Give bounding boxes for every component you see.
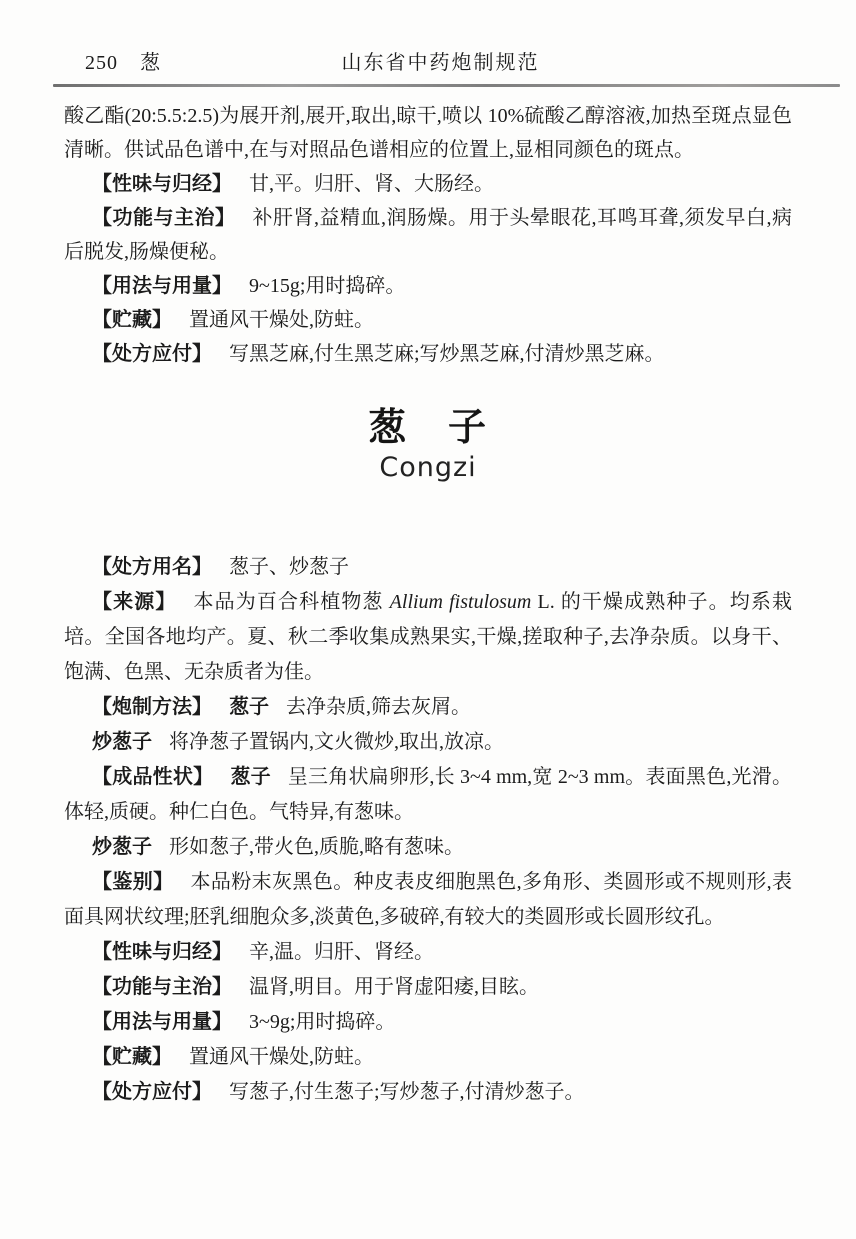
- paragraph: [64, 725, 792, 760]
- paragraph-text: 写葱子,付生葱子;写炒葱子,付清炒葱子。: [229, 1081, 585, 1103]
- paragraph: [64, 550, 792, 585]
- field-label: 【功能与主治】: [92, 976, 232, 998]
- book-title: 山东省中药炮制规范: [341, 52, 540, 74]
- paragraph: [64, 970, 792, 1005]
- page-number: 250: [85, 52, 118, 74]
- sub-item-name: 葱子: [230, 766, 271, 788]
- field-label: 【成品性状】: [92, 766, 214, 788]
- field-label: 【性味与归经】: [92, 941, 232, 963]
- field-label: 【贮藏】: [92, 309, 172, 331]
- field-label: 【处方应付】: [92, 343, 212, 365]
- paragraph-text: 去净杂质,筛去灰屑。: [286, 696, 471, 718]
- paragraph: [64, 1005, 792, 1040]
- previous-entry-continued: [64, 99, 792, 371]
- field-label: 【处方应付】: [92, 1081, 212, 1103]
- field-label: 【性味与归经】: [92, 173, 232, 195]
- paragraph: [64, 201, 792, 269]
- field-label: 【用法与用量】: [92, 1011, 232, 1033]
- field-label: 【贮藏】: [92, 1046, 172, 1068]
- paragraph-text: 形如葱子,带火色,质脆,略有葱味。: [169, 836, 464, 858]
- entry-body: [64, 550, 792, 1110]
- paragraph: [64, 760, 792, 830]
- paragraph: [64, 269, 792, 303]
- field-label: 【炮制方法】: [92, 696, 212, 718]
- paragraph: [64, 303, 792, 337]
- paragraph: [64, 865, 792, 935]
- paragraph-text: 葱子、炒葱子: [229, 556, 349, 578]
- paragraph-text: 补肝肾,益精血,润肠燥。用于头晕眼花,耳鸣耳聋,须发早白,病后脱发,肠燥便秘。: [64, 207, 792, 263]
- field-label: 【来源】: [92, 591, 177, 613]
- running-head: [85, 50, 796, 76]
- paragraph-text: 呈三角状扁卵形,长 3~4 mm,宽 2~3 mm。表面黑色,光滑。体轻,质硬。种仁白色。气特异,有葱味。: [64, 766, 793, 823]
- paragraph: [64, 830, 792, 865]
- paragraph-text: L. 的干燥成熟种子。均系栽培。全国各地均产。夏、秋二季收集成熟果实,干燥,搓取种子,去净杂质。以身干、饱满、色黑、无杂质者为佳。: [64, 591, 792, 683]
- paragraph-text: 本品粉末灰黑色。种皮表皮细胞黑色,多角形、类圆形或不规则形,表面具网状纹理;胚乳细胞众多,淡黄色,多破碎,有较大的类圆形或长圆形纹孔。: [64, 871, 793, 928]
- paragraph-text: 甘,平。归肝、肾、大肠经。: [249, 173, 494, 195]
- paragraph: [64, 99, 792, 167]
- paragraph: [64, 337, 792, 371]
- field-label: 【功能与主治】: [92, 207, 236, 229]
- paragraph-text: 置通风干燥处,防蛀。: [189, 1046, 374, 1068]
- sub-item-name: 炒葱子: [92, 731, 152, 753]
- paragraph-text: 本品为百合科植物葱: [193, 591, 390, 613]
- field-label: 【处方用名】: [92, 556, 212, 578]
- paragraph-text: 辛,温。归肝、肾经。: [249, 941, 434, 963]
- paragraph-text: 温肾,明目。用于肾虚阳痿,目眩。: [249, 976, 539, 998]
- latin-species-name: Allium fistulosum: [389, 591, 532, 613]
- paragraph-text: 9~15g;用时捣碎。: [249, 275, 406, 297]
- entry-heading: [64, 407, 792, 484]
- paragraph: [64, 690, 792, 725]
- field-label: 【用法与用量】: [92, 275, 232, 297]
- paragraph: [64, 167, 792, 201]
- sub-item-name: 炒葱子: [92, 836, 152, 858]
- paragraph-text: 写黑芝麻,付生黑芝麻;写炒黑芝麻,付清炒黑芝麻。: [229, 343, 665, 365]
- paragraph-text: 将净葱子置锅内,文火微炒,取出,放凉。: [169, 731, 504, 753]
- field-label: 【鉴别】: [92, 871, 174, 893]
- paragraph-text: 酸乙酯(20:5.5:2.5)为展开剂,展开,取出,晾干,喷以 10%硫酸乙醇溶液,加热至斑点显色清晰。供试品色谱中,在与对照品色谱相应的位置上,显相同颜色的斑点。: [64, 105, 792, 161]
- entry-title-chinese: 葱 子: [367, 407, 488, 449]
- paragraph-text: 3~9g;用时捣碎。: [249, 1011, 396, 1033]
- paragraph-text: 置通风干燥处,防蛀。: [189, 309, 374, 331]
- page-content: [64, 99, 792, 1110]
- paragraph: [64, 1075, 792, 1110]
- header-rule: [53, 84, 840, 87]
- entry-title-pinyin: Congzi: [379, 452, 477, 483]
- paragraph: [64, 935, 792, 970]
- paragraph: [64, 1040, 792, 1075]
- chapter-word: 葱: [140, 52, 160, 74]
- paragraph: [64, 585, 792, 690]
- sub-item-name: 葱子: [229, 696, 269, 718]
